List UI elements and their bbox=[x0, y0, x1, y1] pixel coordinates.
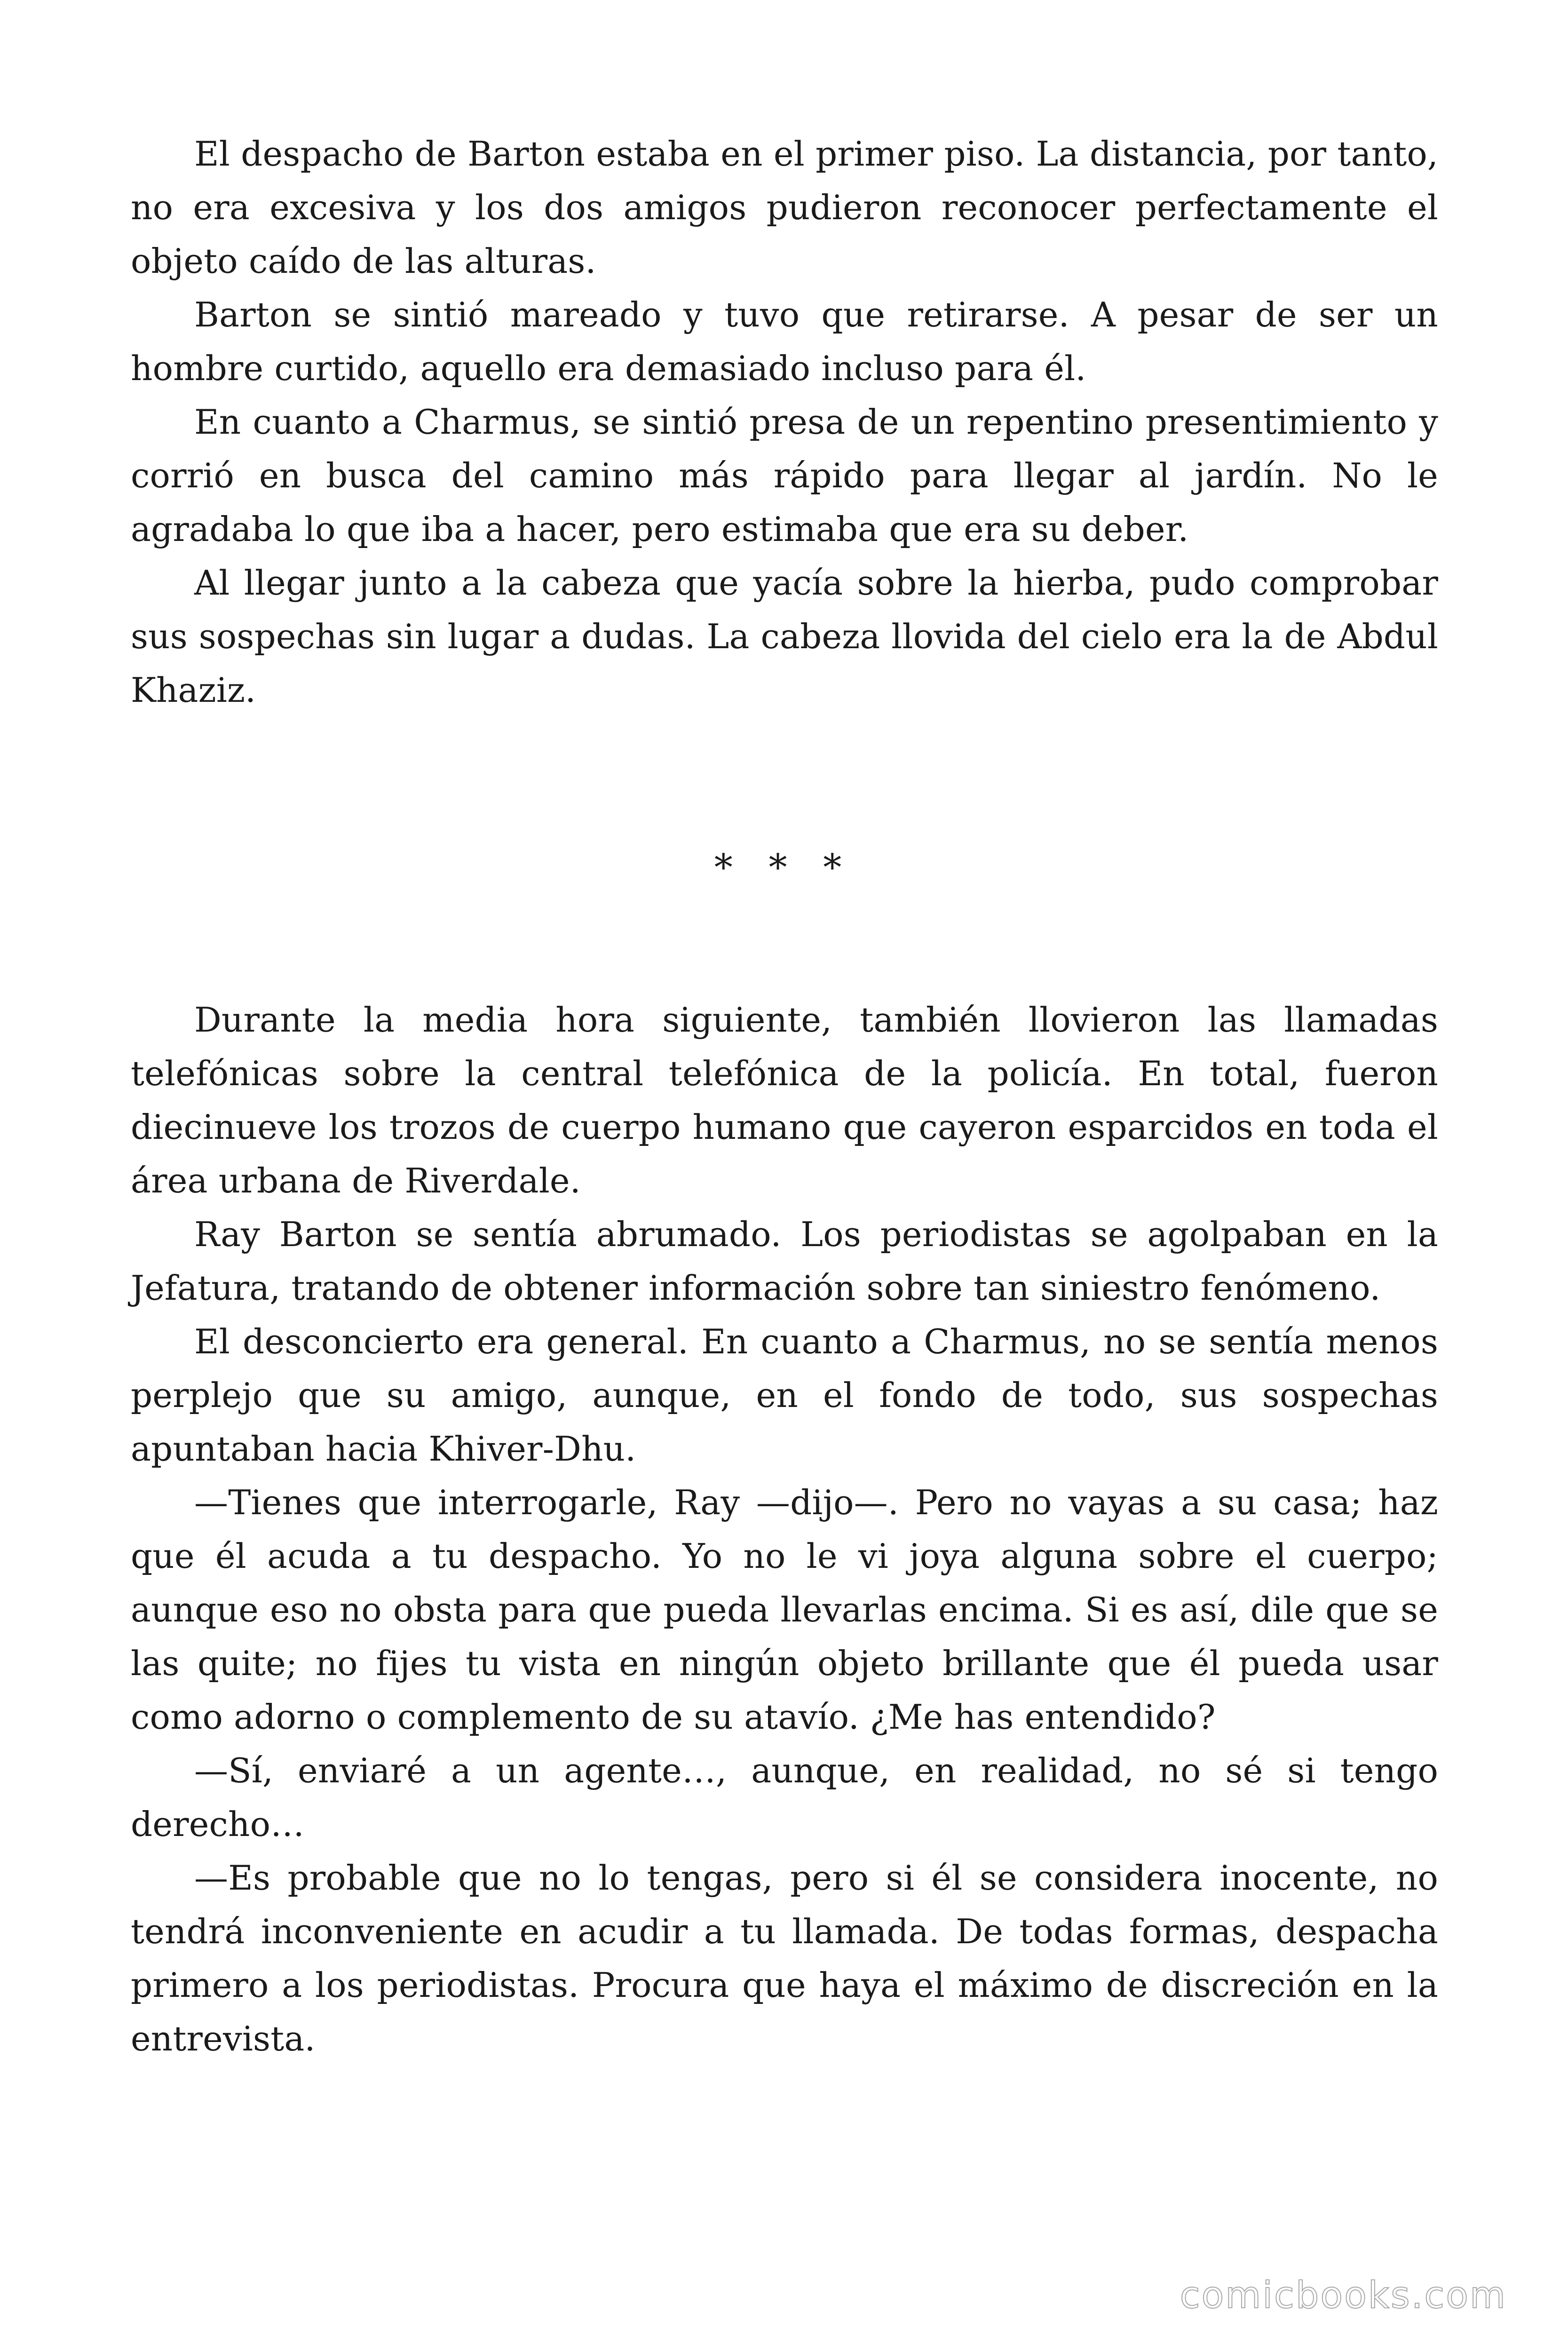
text-section-2 bbox=[131, 993, 1438, 2066]
text-section-1 bbox=[131, 127, 1438, 717]
paragraph: El desconcierto era general. En cuanto a Charmus, no se sentía menos perplejo que su amigo, aunque, en el fondo de todo, sus sospechas apuntaban hacia Khiver-Dhu. bbox=[131, 1322, 1438, 1469]
paragraph: Al llegar junto a la cabeza que yacía sobre la hierba, pudo comprobar sus sospechas sin lugar a dudas. La cabeza llovida del cielo era la de Abdul Khaziz. bbox=[131, 563, 1438, 710]
paragraph: El despacho de Barton estaba en el primer piso. La distancia, por tanto, no era excesiva y los dos amigos pudieron reconocer perfectamente el objeto caído de las alturas. bbox=[131, 134, 1438, 281]
paragraph: Durante la media hora siguiente, también llovieron las llamadas telefónicas sobre la central telefónica de la policía. En total, fueron diecinueve los trozos de cuerpo humano que cayeron esparcidos en toda el área urbana de Riverdale. bbox=[131, 1000, 1438, 1200]
paragraph: —Es probable que no lo tengas, pero si él se considera inocente, no tendrá inconveniente en acudir a tu llamada. De todas formas, despacha primero a los periodistas. Procura que haya el máximo de discreción en la entrevista. bbox=[131, 1858, 1438, 2058]
paragraph: En cuanto a Charmus, se sintió presa de un repentino presentimiento y corrió en busca del camino más rápido para llegar al jardín. No le agradaba lo que iba a hacer, pero estimaba que era su deber. bbox=[131, 402, 1438, 549]
paragraph: Barton se sintió mareado y tuvo que retirarse. A pesar de ser un hombre curtido, aquello era demasiado incluso para él. bbox=[131, 295, 1438, 388]
section-separator: * * * bbox=[714, 847, 854, 889]
paragraph: —Tienes que interrogarle, Ray —dijo—. Pero no vayas a su casa; haz que él acuda a tu despacho. Yo no le vi joya alguna sobre el cuerpo; aunque eso no obsta para que pueda llevarlas encima. Si es así, dile que se las quite; no fijes tu vista en ningún objeto brillante que él pueda usar como adorno o complemento de su atavío. ¿Me has entendido? bbox=[131, 1483, 1438, 1737]
paragraph: Ray Barton se sentía abrumado. Los periodistas se agolpaban en la Jefatura, tratando de obtener información sobre tan siniestro fenómeno. bbox=[131, 1215, 1438, 1308]
paragraph: —Sí, enviaré a un agente…, aunque, en realidad, no sé si tengo derecho… bbox=[131, 1751, 1438, 1844]
watermark: comicbooks.com bbox=[1180, 2274, 1507, 2317]
